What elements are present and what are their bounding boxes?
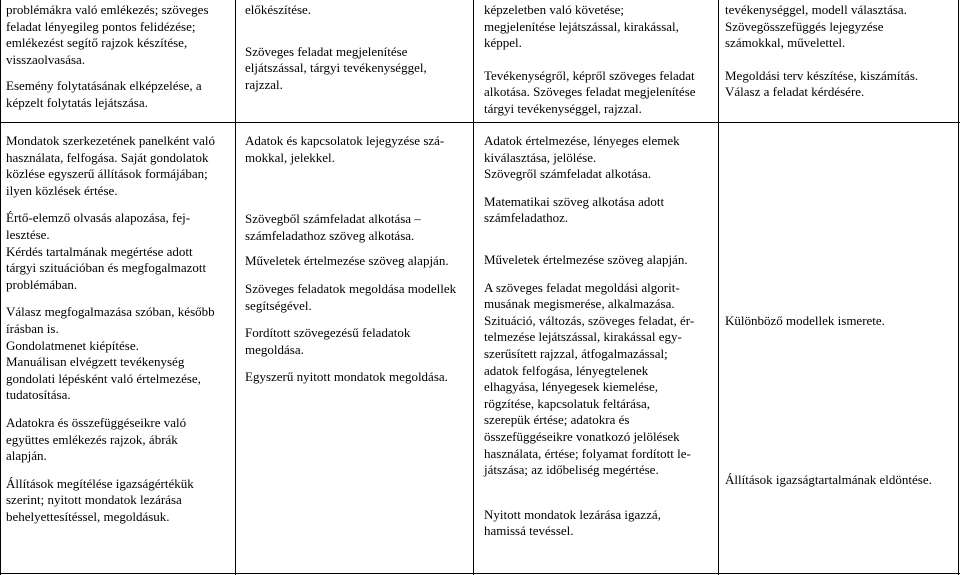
text-line: Nyitott mondatok lezárása igazzá, xyxy=(484,506,661,522)
row2-col2-cell xyxy=(245,133,471,386)
text-line: írásban is. xyxy=(6,320,59,336)
text-line: képzeletben való követése; xyxy=(484,2,625,17)
text-line: megoldása. xyxy=(245,341,304,357)
text-line: Válasz megfogalmazása szóban, később xyxy=(6,304,215,320)
paragraph xyxy=(6,2,232,68)
text-line: tárgyi tevékenységgel, rajzzal. xyxy=(484,100,642,116)
text-line: behelyettesítéssel, megoldásuk. xyxy=(6,508,170,524)
text-line: gondolati lépésként való értelmezése, xyxy=(6,370,201,386)
text-line: számokkal, művelettel. xyxy=(725,35,846,51)
paragraph xyxy=(6,354,232,404)
text-line: emlékezést segítő rajzok készítése, xyxy=(6,35,188,51)
text-line: Adatok és kapcsolatok lejegyzése szá- xyxy=(245,133,445,148)
text-line: összefüggéseikre vonatkozó jelölések xyxy=(484,428,680,444)
text-line: mokkal, jelekkel. xyxy=(245,149,335,165)
text-line: alkotása. Szöveges feladat megjelenítése xyxy=(484,84,696,100)
paragraph xyxy=(6,78,232,111)
row1-col2-cell xyxy=(245,2,471,93)
paragraph xyxy=(725,68,957,101)
text-line: Értő-elemző olvasás alapozása, fej- xyxy=(6,210,191,226)
text-line: A szöveges feladat megoldási algorit- xyxy=(484,279,680,295)
paragraph xyxy=(484,68,716,118)
text-line: Szöveges feladat megjelenítése xyxy=(245,43,408,59)
paragraph xyxy=(245,325,471,358)
paragraph xyxy=(484,133,716,183)
text-line: együttes emlékezés rajzok, ábrák xyxy=(6,431,178,447)
text-line: kiválasztása, jelölése. xyxy=(484,149,597,165)
paragraph xyxy=(6,476,232,526)
table-border-bottom xyxy=(0,573,960,574)
paragraph xyxy=(484,280,716,479)
text-line: szerűsített rajzzal, átfogalmazással; xyxy=(484,345,668,361)
text-line: Matematikai szöveg alkotása adott xyxy=(484,193,665,209)
text-line: képzelt folytatás lejátszása. xyxy=(6,94,148,110)
text-line: segítségével. xyxy=(245,297,312,313)
text-line: számfeladathoz. xyxy=(484,210,569,226)
text-line: telmezése lejátszással, kirakással egy- xyxy=(484,329,682,345)
row2-col3-cell xyxy=(484,133,716,540)
paragraph xyxy=(6,244,232,294)
text-line: szerint; nyitott mondatok lezárása xyxy=(6,492,182,508)
paragraph xyxy=(6,210,232,243)
text-line: közlése egyszerű állítások formájában; xyxy=(6,166,208,182)
text-line: megjelenítése lejátszással, kirakással, xyxy=(484,18,679,34)
text-line: hamissá tevéssel. xyxy=(484,523,574,539)
text-line: Szövegről számfeladat alkotása. xyxy=(484,166,652,182)
row2-col4-cell xyxy=(725,133,957,488)
paragraph xyxy=(725,2,957,52)
text-line: problémákra való emlékezés; szöveges xyxy=(6,2,209,17)
text-line: tudatosítása. xyxy=(6,387,71,403)
paragraph xyxy=(725,313,957,330)
text-line: Kérdés tartalmának megértése adott xyxy=(6,243,193,259)
text-line: Szituáció, változás, szöveges feladat, ér- xyxy=(484,312,695,328)
paragraph xyxy=(484,194,716,227)
row2-col1-cell xyxy=(6,133,232,525)
text-line: Szövegből számfeladat alkotása – xyxy=(245,211,421,227)
table-border-left xyxy=(0,0,1,575)
text-line: Megoldási terv készítése, kiszámítás. xyxy=(725,67,919,83)
text-line: játszása; az időbeliség megértése. xyxy=(484,462,659,478)
paragraph xyxy=(725,472,957,489)
paragraph xyxy=(484,507,716,540)
paragraph xyxy=(245,2,471,19)
text-line: Szövegösszefüggés lejegyzése xyxy=(725,18,884,34)
paragraph xyxy=(245,369,471,386)
text-line: rögzítése, kapcsolatuk feltárása, xyxy=(484,395,651,411)
paragraph xyxy=(245,44,471,94)
text-line: lesztése. xyxy=(6,226,50,242)
column-divider-1 xyxy=(235,0,236,575)
text-line: szerepük értése; adatokra és xyxy=(484,412,630,428)
paragraph xyxy=(6,415,232,465)
column-divider-2 xyxy=(473,0,474,575)
text-line: musának megismerése, alkalmazása. xyxy=(484,296,675,312)
text-line: visszaolvasása. xyxy=(6,51,86,67)
text-line: Tevékenységről, képről szöveges feladat xyxy=(484,67,695,83)
text-line: képpel. xyxy=(484,35,522,51)
paragraph xyxy=(245,281,471,314)
paragraph xyxy=(245,253,471,270)
row1-col3-cell xyxy=(484,2,716,118)
text-line: tevékenységgel, modell választása. xyxy=(725,2,907,17)
text-line: Manuálisan elvégzett tevékenység xyxy=(6,354,185,370)
paragraph xyxy=(484,2,716,52)
text-line: Egyszerű nyitott mondatok megoldása. xyxy=(245,369,448,385)
row-divider xyxy=(0,122,960,123)
text-line: Mondatok szerkezetének panelként való xyxy=(6,133,215,148)
text-line: előkészítése. xyxy=(245,2,312,17)
text-line: Válasz a feladat kérdésére. xyxy=(725,84,865,100)
paragraph xyxy=(6,338,232,355)
text-line: alapján. xyxy=(6,448,47,464)
paragraph xyxy=(245,133,471,166)
text-line: használata, értése; folyamat fordított le- xyxy=(484,445,691,461)
table-border-right xyxy=(958,0,959,575)
text-line: Különböző modellek ismerete. xyxy=(725,313,885,328)
row1-col4-cell xyxy=(725,2,957,101)
text-line: elhagyása, lényegesek kiemelése, xyxy=(484,379,658,395)
column-divider-3 xyxy=(718,0,719,575)
text-line: adatok felfogása, lényegtelenek xyxy=(484,362,649,378)
text-line: Adatokra és összefüggéseikre való xyxy=(6,414,187,430)
text-line: feladat lényegileg pontos felidézése; xyxy=(6,18,196,34)
text-line: számfeladathoz szöveg alkotása. xyxy=(245,227,415,243)
text-line: Gondolatmenet kiépítése. xyxy=(6,337,139,353)
text-line: Adatok értelmezése, lényeges elemek xyxy=(484,133,680,148)
text-line: Műveletek értelmezése szöveg alapján. xyxy=(245,253,449,269)
row1-col1-cell xyxy=(6,2,232,112)
text-line: Esemény folytatásának elképzelése, a xyxy=(6,78,202,94)
paragraph xyxy=(6,133,232,199)
text-line: Állítások igazságtartalmának eldöntése. xyxy=(725,471,932,487)
text-line: ilyen közlések értése. xyxy=(6,182,118,198)
text-line: Szöveges feladatok megoldása modellek xyxy=(245,280,457,296)
paragraph xyxy=(484,252,716,269)
text-line: használata, felfogása. Saját gondolatok xyxy=(6,149,209,165)
text-line: problémában. xyxy=(6,276,78,292)
text-line: rajzzal. xyxy=(245,76,283,92)
paragraph xyxy=(6,304,232,337)
paragraph xyxy=(245,211,471,244)
text-line: tárgyi szituációban és megfogalmazott xyxy=(6,260,207,276)
text-line: Állítások megítélése igazságértékük xyxy=(6,475,194,491)
text-line: Fordított szövegezésű feladatok xyxy=(245,325,411,341)
text-line: eljátszással, tárgyi tevékenységgel, xyxy=(245,60,427,76)
text-line: Műveletek értelmezése szöveg alapján. xyxy=(484,251,688,267)
